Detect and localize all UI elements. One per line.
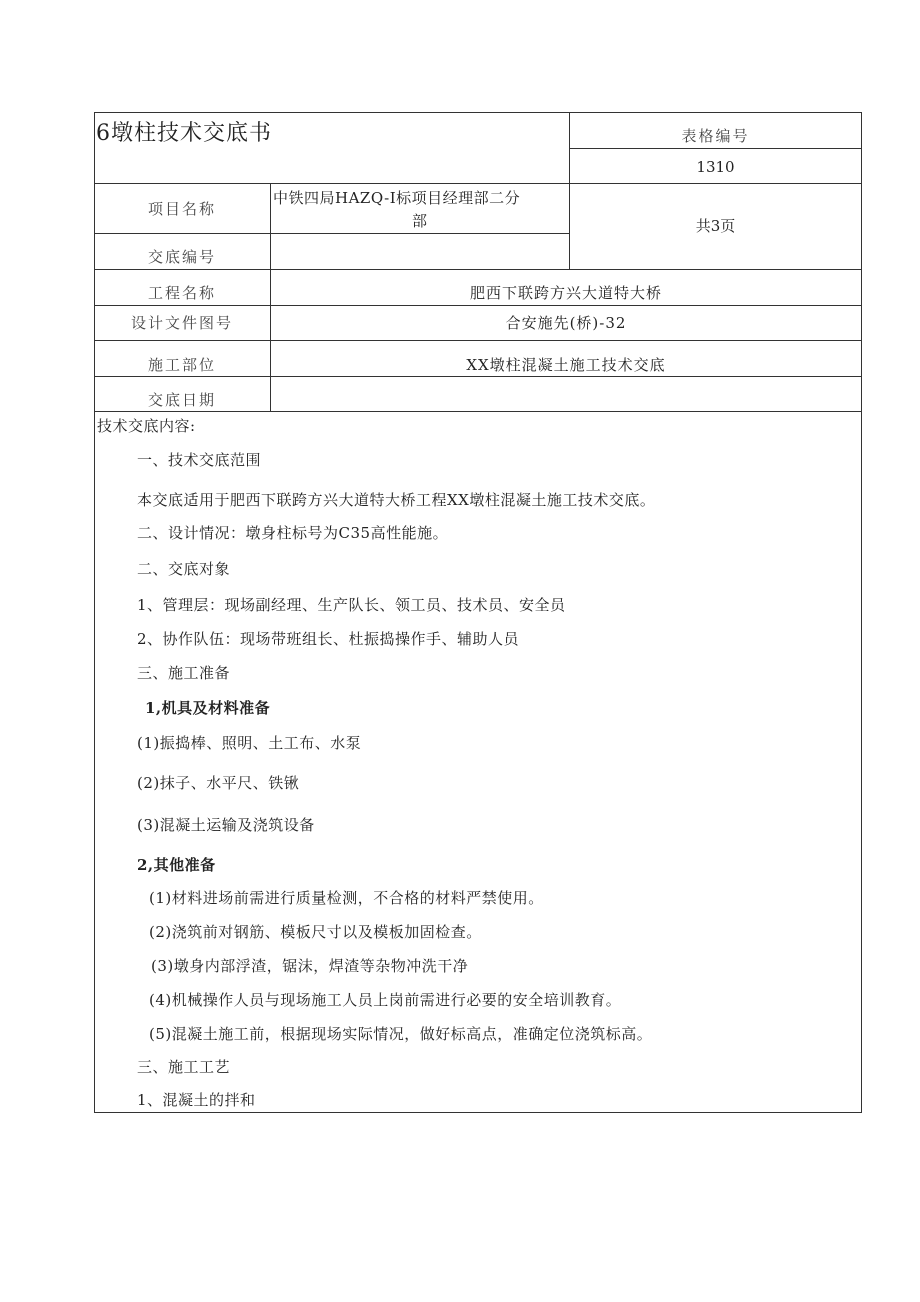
form-number-label: 表格编号 — [681, 127, 750, 145]
rule-part-bottom — [94, 376, 862, 377]
content-line: 三、施工准备 — [137, 664, 231, 682]
rule-engineering-bottom — [94, 305, 862, 306]
engineering-name-label: 工程名称 — [147, 284, 216, 302]
construction-part-label: 施工部位 — [147, 356, 216, 374]
content-line: (4)机械操作人员与现场施工人员上岗前需进行必要的安全培训教育。 — [149, 991, 622, 1009]
design-doc-value: 合安施先(桥)-32 — [505, 314, 627, 332]
design-doc-label: 设计文件图号 — [130, 314, 233, 332]
rule-title-bottom — [94, 183, 862, 184]
construction-part-value: XX墩柱混凝土施工技术交底 — [466, 356, 666, 374]
project-name-value-wrap: 部 — [411, 212, 427, 230]
content-line: 二、交底对象 — [137, 560, 231, 578]
rule-design-bottom — [94, 340, 862, 341]
content-line: 1、混凝土的拌和 — [137, 1091, 256, 1109]
content-line: 1、管理层：现场副经理、生产队长、领工员、技术员、安全员 — [137, 596, 566, 614]
page-title: 6墩柱技术交底书 — [96, 121, 272, 146]
form-number-value: 1310 — [696, 158, 735, 176]
content-line: (1)材料进场前需进行质量检测，不合格的材料严禁使用。 — [149, 889, 544, 907]
content-line: 二、设计情况：墩身柱标号为C35高性能施。 — [137, 524, 449, 542]
content-line: 三、施工工艺 — [137, 1058, 231, 1076]
disclosure-no-label: 交底编号 — [147, 248, 216, 266]
page-count: 共3页 — [695, 217, 736, 235]
content-line: (1)振捣棒、照明、土工布、水泵 — [137, 734, 362, 752]
content-heading: 技术交底内容: — [97, 417, 196, 435]
content-line: 本交底适用于肥西下联跨方兴大道特大桥工程XX墩柱混凝土施工技术交底。 — [137, 491, 656, 509]
content-line: (3)墩身内部浮渣，锯沫，焊渣等杂物冲洗干净 — [151, 957, 469, 975]
content-line: (2)抹子、水平尺、铁锹 — [137, 774, 300, 792]
content-line: 1,机具及材料准备 — [145, 699, 271, 717]
content-line: 2,其他准备 — [137, 856, 216, 874]
content-line: 2、协作队伍：现场带班组长、杜振捣操作手、辅助人员 — [137, 630, 520, 648]
rule-right-header — [569, 148, 862, 149]
rule-date-bottom — [94, 411, 862, 412]
content-line: 一、技术交底范围 — [137, 451, 262, 469]
engineering-name-value: 肥西下联跨方兴大道特大桥 — [469, 284, 662, 302]
content-line: (3)混凝土运输及浇筑设备 — [137, 816, 315, 834]
disclosure-date-label: 交底日期 — [147, 391, 216, 409]
project-name-value: 中铁四局HAZQ-I标项目经理部二分 — [273, 189, 521, 207]
content-line: (2)浇筑前对钢筋、模板尺寸以及模板加固检查。 — [149, 923, 482, 941]
project-name-label: 项目名称 — [147, 200, 216, 218]
rule-project-bottom — [94, 233, 569, 234]
content-line: (5)混凝土施工前，根据现场实际情况，做好标高点，准确定位浇筑标高。 — [149, 1025, 653, 1043]
rule-disclosure-no-bottom — [94, 269, 862, 270]
